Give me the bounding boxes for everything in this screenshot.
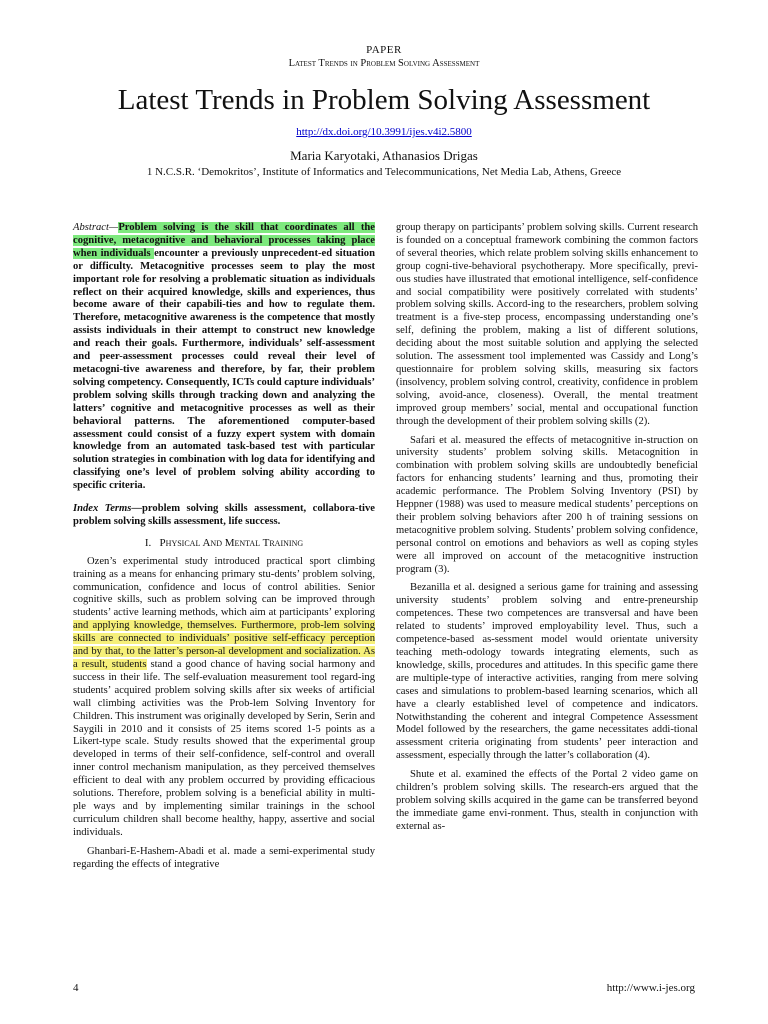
authors: Maria Karyotaki, Athanasios Drigas xyxy=(290,148,478,163)
index-terms-label: Index Terms xyxy=(73,503,132,515)
index-terms-text: —problem solving skills assessment, collabora-tive problem solving skills assessment, life success. xyxy=(73,503,375,527)
page-number: 4 xyxy=(73,982,79,994)
abstract-text: encounter a previously unprecedent-ed situation or difficulty. Metacognitive processes seem to play the most important role for resolving a problematic situation as individuals reflect on their acquired knowledge, skills and experiences, thus become aware of their capabili-ties and how to regulate them. Therefore, metacognitive awareness is the competence that mostly assists individuals in their attempt to construct new knowledge and reach their goals. Furthermore, individuals’ self-assessment and peer-assessment processes could reveal their level of metacogni-tive awareness and therefore, by far, their problem solving competency. Consequently, ICTs could capture individuals’ problem solving skills through tracking down and analyzing the latters’ cognitive and metacognitive processes as well as their behavioral patterns. The aforementioned computer-based assessment could consist of a fuzzy expert system with domain knowledge from an automated task-based test with particular solution strategies in combination with log data for identifying and classifying one’s level of problem solving ability according to specific criteria. xyxy=(73,247,375,492)
paper-title: Latest Trends in Problem Solving Assessment xyxy=(117,84,651,116)
body-paragraph: group therapy on participants’ problem solving skills. Current research is founded on a conceptual framework combining the common factors of several theories, which relate problem solving skills enhancement to group cogni-tive-behavioral psychotherapy. More specifically, previ-ous studies have illustrated that emotional intelligence, self-confidence and social compatibility were positively correlated with students’ problem solving skills. Accord-ing to the researchers, problem solving treatment is a five-step process, encompassing understanding one’s self, defining the problem, making a list of different solutions, deciding about the most suitable solution and applying the selected solution. The assessment tool implemented was Cassidy and Long’s questionnaire for problem solving skills, measuring six factors (insolvency, problem solving control, creativity, confidence in problem solving, avoid-ance, closeness). Overall, the mental treatment improved group members’ social, mental and occupational function through the development of their problem solving skills (2). xyxy=(396,222,698,427)
section-heading xyxy=(73,537,375,550)
running-title: Latest Trends in Problem Solving Assessment xyxy=(288,58,480,69)
right-column xyxy=(396,222,698,840)
doi-link[interactable]: http://dx.doi.org/10.3991/ijes.v4i2.5800 xyxy=(296,126,472,138)
abstract xyxy=(73,222,375,493)
body-paragraph: Ghanbari-E-Hashem-Abadi et al. made a semi-experimental study regarding the effects of integrative xyxy=(73,845,375,870)
abstract-highlight: Problem solving is the skill that coordinates all the cognitive, metacognitive and behavioral processes taking place when individuals xyxy=(73,222,375,259)
section-number: I. xyxy=(144,536,152,549)
body-paragraph: Safari et al. measured the effects of metacognitive in-struction on university students’ problem solving skills. Metacognition in combination with problem solving skills are undoubtedly beneficial factors for enhancing students’ learning and thus, promoting their academic performance. The Problem Solving Inventory (PSI) by Heppner (1988) was used to measure medical students’ perceptions on their problem solving behaviors after 200 h of training sessions on metacognitive problem solving. Students’ problem solving confidence, personal control on emotions and behaviors as well as coping styles were all improved on account of the metacognitive instruction program (3). xyxy=(396,434,698,575)
paragraph-text: Ozen’s experimental study introduced practical sport climbing training as a means for enhancing primary stu-dents’ problem solving, communication, confidence and locus of control abilities. Senior cognitive skills, such as problem solving can be improved through students’ active learning methods, which aim at participants’ exploring xyxy=(73,555,375,619)
section-title: Physical And Mental Training xyxy=(159,536,304,549)
paragraph-text: stand a good chance of having social harmony and success in their life. The self-evaluation measurement tool regard-ing students’ acquired problem solving skills after six weeks of artificial wall climbing activities was the Prob-lem Solving Inventory for Children. This instrument was originally developed by Serin, Serin and Saygili in 2010 and it consists of 25 items scored 1-5 points as a Likert-type scale. Study results showed that the experimental group developed in terms of their self-confidence, self-control and overall inner control mechanism manipulation, as they perceived themselves efficient to deal with any problem occurred by providing efficacious solutions. Therefore, problem solving is a beneficial ability in multi-ple ways and by implementing similar trainings in the school curriculum children shall become healthy, happy, assertive and social individuals. xyxy=(73,659,375,838)
abstract-label: Abstract— xyxy=(73,222,119,233)
index-terms xyxy=(73,503,375,529)
paper-label: PAPER xyxy=(366,44,402,56)
left-column xyxy=(73,222,375,878)
affiliation: 1 N.C.S.R. ‘Demokritos’, Institute of Informatics and Telecommunications, Net Media Lab, Athens, Greece xyxy=(146,166,622,178)
body-paragraph: Shute et al. examined the effects of the Portal 2 video game on children’s problem solving skills. The research-ers argued that the problem solving skills acquired in the game can be transferred beyond the immediate game envi-ronment. Thus, stealth in conjunction with external as- xyxy=(396,769,698,832)
body-paragraph xyxy=(73,556,375,840)
footer-url[interactable]: http://www.i-jes.org xyxy=(606,982,695,994)
body-paragraph: Bezanilla et al. designed a serious game for training and assessing university students’ problem solving and entre-preneurship competences. These two competences are transversal and have been related to students’ improved employability level. Thus, such a competence-based as-sessment model would orientate university teaching meth-odology towards integrating elements, such as knowledge, skills, procedures and attitudes. In this specific game there are multiple-type of interactive activities, ranging from mere solving cases and simulations to problem-based learning scenarios, which all have a clearly established level of competence and indicators. Notwithstanding the coherent and integral Competence Assessment Model followed by the researchers, the game necessitates addi-tional assessment criteria originating from students’ peer interaction and assessment, especially through the latter’s collaboration (4). xyxy=(396,582,698,762)
paragraph-highlight: and applying knowledge, themselves. Furthermore, prob-lem solving skills are connected to individuals’ positive self-efficacy perception and by that, to the latter’s person-al development and socialization. As a result, students xyxy=(73,620,375,670)
